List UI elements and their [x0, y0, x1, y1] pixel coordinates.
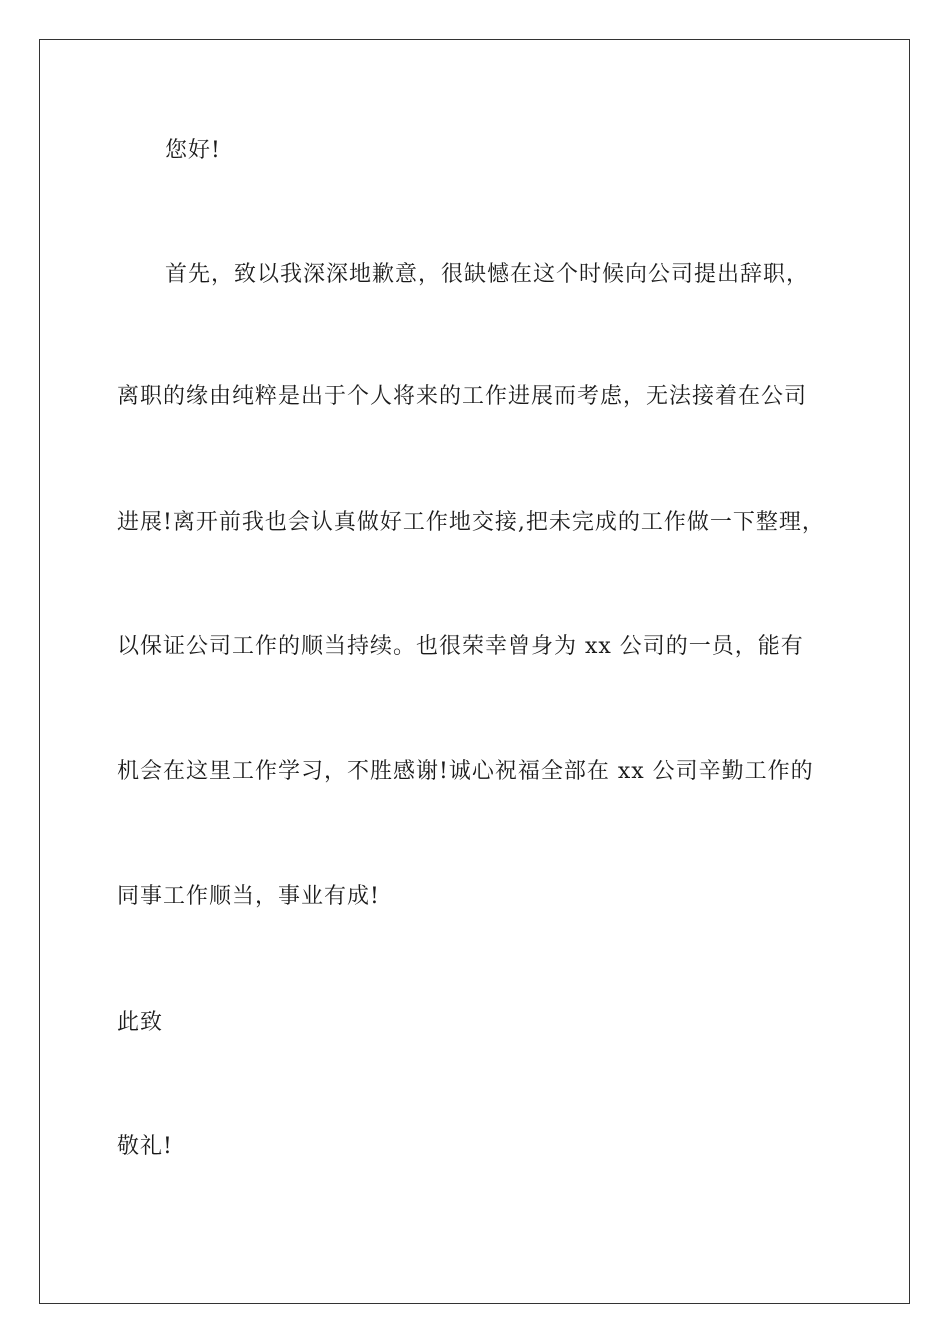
closing-line-1: 此致 [117, 1010, 164, 1035]
greeting-line: 您好! [165, 138, 221, 163]
body-line-1: 首先，致以我深深地歉意，很缺憾在这个时候向公司提出辞职， [165, 262, 810, 287]
body-line-4: 以保证公司工作的顺当持续。也很荣幸曾身为 xx 公司的一员，能有 [117, 634, 804, 659]
body-line-5: 机会在这里工作学习，不胜感谢!诚心祝福全部在 xx 公司辛勤工作的 [117, 759, 814, 784]
body-line-6: 同事工作顺当，事业有成! [117, 884, 380, 909]
page-frame [39, 39, 910, 1304]
body-line-2: 离职的缘由纯粹是出于个人将来的工作进展而考虑，无法接着在公司 [117, 384, 808, 409]
closing-line-2: 敬礼! [117, 1134, 173, 1159]
body-line-3: 进展!离开前我也会认真做好工作地交接,把未完成的工作做一下整理， [117, 510, 825, 535]
